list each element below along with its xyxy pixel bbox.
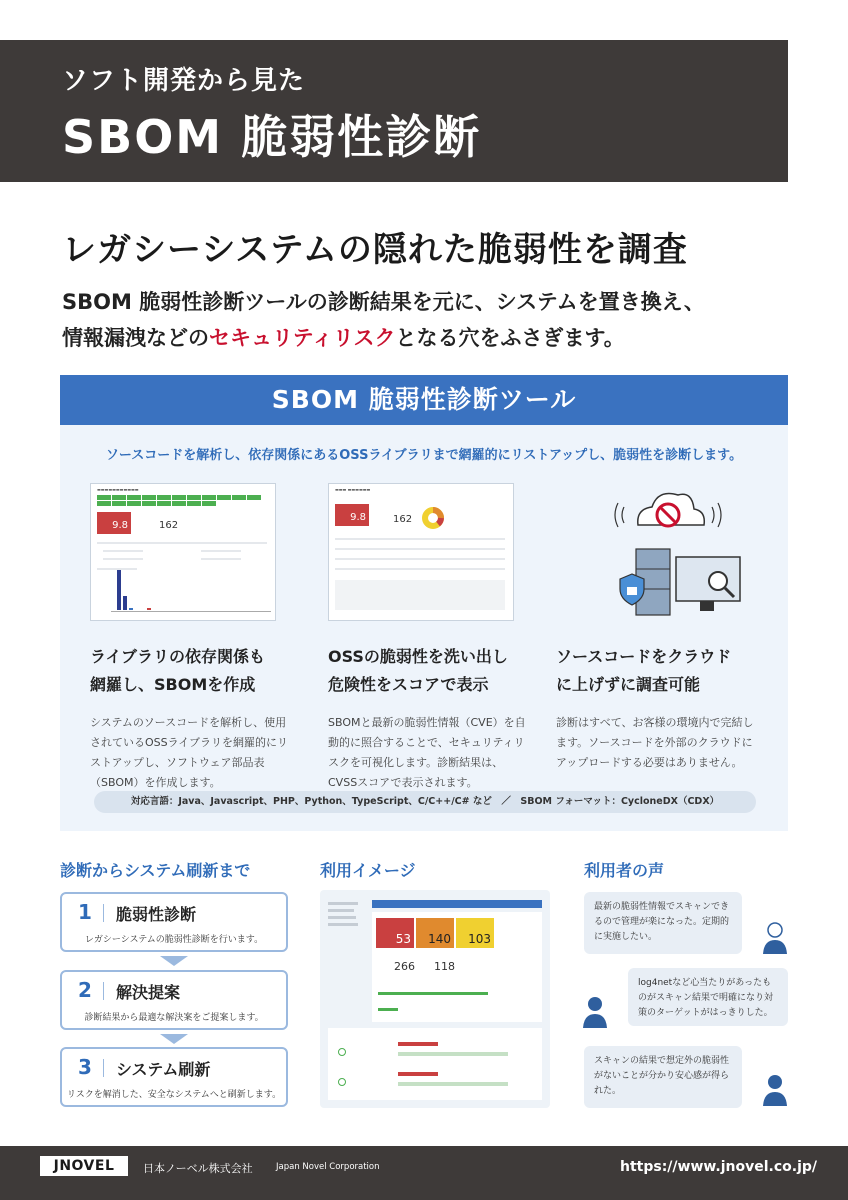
- screenshot-title-placeholder: ▬▬▬▬▬▬▬▬▬▬▬: [97, 487, 139, 492]
- vuln-count: 162: [393, 514, 413, 525]
- divider: [103, 550, 143, 552]
- down-arrow-icon: [160, 1034, 188, 1044]
- tag: [398, 1082, 508, 1086]
- tool-description: ソースコードを解析し、依存関係にあるOSSライブラリまで網羅的にリストアップし、脆弱性を診断します。: [105, 448, 743, 463]
- lead-line-1: SBOM 脆弱性診断ツールの診断結果を元に、システムを置き換え、: [62, 290, 705, 314]
- company-name: 日本ノーベル株式会社: [143, 1162, 253, 1175]
- step-3: [60, 1047, 288, 1107]
- lead-line-2-pre: 情報漏洩などの: [62, 326, 209, 350]
- summary-card: [372, 912, 542, 1022]
- company-logo: JNOVEL: [40, 1156, 128, 1176]
- feature-title: [328, 643, 528, 699]
- chart-bar: [123, 596, 127, 610]
- feature-title-line: 危険性をスコアで表示: [328, 675, 489, 694]
- chart-bar: [117, 570, 121, 610]
- lead-highlight: セキュリティリスク: [209, 326, 396, 350]
- voice-2: log4netなど心当たりがあったものがスキャン結果で明確になり対策のターゲットがはっきりした。: [628, 968, 788, 1026]
- max-score-box: 9.8: [97, 512, 131, 534]
- max-score-box: 9.8: [335, 504, 369, 526]
- app-header: [372, 900, 542, 908]
- company-url-link[interactable]: https://www.jnovel.co.jp/: [620, 1159, 818, 1175]
- step-number: 2: [78, 978, 92, 1002]
- footer: [0, 1146, 848, 1200]
- user-male-icon: [762, 920, 788, 954]
- critical-score: 53: [376, 918, 414, 948]
- donut-chart-icon: [421, 506, 445, 530]
- feature-sbom: [90, 643, 290, 793]
- check-icon: [338, 1048, 346, 1056]
- check-icon: [338, 1078, 346, 1086]
- step-name: システム刷新: [116, 1060, 211, 1079]
- progress-bar: [378, 992, 488, 995]
- voice-3: スキャンの結果で想定外の脆弱性がないことが分かり安心感が得られた。: [584, 1046, 742, 1108]
- step-name: 脆弱性診断: [116, 905, 197, 924]
- step-1: [60, 892, 288, 952]
- feature-score: [328, 643, 528, 793]
- feature-local: [556, 643, 756, 773]
- hero-banner: [0, 40, 788, 182]
- screenshot-title-placeholder: ▬▬▬ ▬▬▬▬▬▬: [335, 487, 371, 492]
- feature-body: システムのソースコードを解析し、使用されているOSSライブラリを網羅的にリストアップし、ソフトウェア部品表（SBOM）を作成します。: [90, 716, 288, 789]
- step-number: 1: [78, 900, 92, 924]
- divider: [335, 568, 505, 570]
- tag: [398, 1072, 438, 1076]
- feature-title: [90, 643, 290, 699]
- step-desc: レガシーシステムの脆弱性診断を行います。: [84, 935, 264, 945]
- user-male-icon: [762, 1072, 788, 1106]
- company-name-en: Japan Novel Corporation: [276, 1162, 380, 1172]
- lead-text: [62, 284, 802, 356]
- step-separator: [103, 1059, 104, 1077]
- supported-languages: 対応言語：Java、Javascript、PHP、Python、TypeScript、C/C++/C# など ／ SBOM フォーマット：CycloneDX（CDX）: [94, 791, 756, 813]
- feature-title-line: ライブラリの依存関係も: [90, 647, 266, 666]
- screenshot-tabs: [91, 495, 275, 506]
- usage-screenshot: [320, 890, 550, 1108]
- usage-title: 利用イメージ: [320, 861, 416, 880]
- medium-score: 103: [456, 918, 494, 948]
- tool-section: [60, 375, 788, 831]
- headline: レガシーシステムの隠れた脆弱性を調査: [62, 230, 688, 270]
- cloud-server-illustration-icon: [580, 483, 750, 623]
- chart-axis: [111, 611, 271, 612]
- tag: [398, 1042, 438, 1046]
- step-desc: 診断結果から最適な解決案をご提案します。: [84, 1013, 264, 1023]
- flow-title: 診断からシステム刷新まで: [60, 861, 251, 880]
- step-number: 3: [78, 1055, 92, 1079]
- chart-bar: [129, 608, 133, 610]
- component-count: 118: [434, 960, 455, 973]
- divider: [335, 558, 505, 560]
- chart-bar: [147, 608, 151, 610]
- divider: [103, 558, 143, 560]
- log-box: [335, 580, 505, 610]
- feature-title-line: に上げずに調査可能: [556, 675, 701, 694]
- divider: [97, 542, 267, 544]
- high-score: 140: [416, 918, 454, 948]
- feature-body: 診断はすべて、お客様の環境内で完結します。ソースコードを外部のクラウドにアップロードする必要はありません。: [556, 716, 754, 769]
- hero-subtitle: ソフト開発から見た: [62, 66, 306, 96]
- lead-line-2: [62, 320, 802, 356]
- feature-title: [556, 643, 756, 699]
- feature-title-line: ソースコードをクラウド: [556, 647, 732, 666]
- feature-body: SBOMと最新の脆弱性情報（CVE）を自動的に照合することで、セキュリティリスクを可視化します。診断結果は、CVSSスコアで表示されます。: [328, 716, 526, 789]
- divider: [335, 548, 505, 550]
- hero-title: SBOM 脆弱性診断: [62, 110, 482, 164]
- vuln-count: 162: [159, 520, 179, 531]
- step-separator: [103, 982, 104, 1000]
- feature-title-line: OSSの脆弱性を洗い出し: [328, 647, 508, 666]
- progress-bar: [378, 1008, 398, 1011]
- screenshot-score-report: [328, 483, 514, 621]
- screenshot-dependency-graph: [90, 483, 276, 621]
- user-female-icon: [582, 994, 608, 1028]
- step-desc: リスクを解消した、安全なシステムへと刷新します。: [66, 1090, 282, 1100]
- lead-line-2-post: となる穴をふさぎます。: [395, 326, 625, 350]
- voices-title: 利用者の声: [584, 861, 665, 880]
- tool-heading: SBOM 脆弱性診断ツール: [60, 375, 788, 425]
- step-separator: [103, 904, 104, 922]
- down-arrow-icon: [160, 956, 188, 966]
- step-2: [60, 970, 288, 1030]
- divider: [335, 538, 505, 540]
- step-name: 解決提案: [116, 983, 181, 1002]
- voice-1: 最新の脆弱性情報でスキャンできるので管理が楽になった。定期的に実施したい。: [584, 892, 742, 954]
- feature-title-line: 網羅し、SBOMを作成: [90, 675, 256, 694]
- divider: [201, 550, 241, 552]
- scan-history: [328, 1028, 542, 1100]
- app-sidebar: [328, 900, 368, 940]
- divider: [201, 558, 241, 560]
- tag: [398, 1052, 508, 1056]
- total-count: 266: [394, 960, 415, 973]
